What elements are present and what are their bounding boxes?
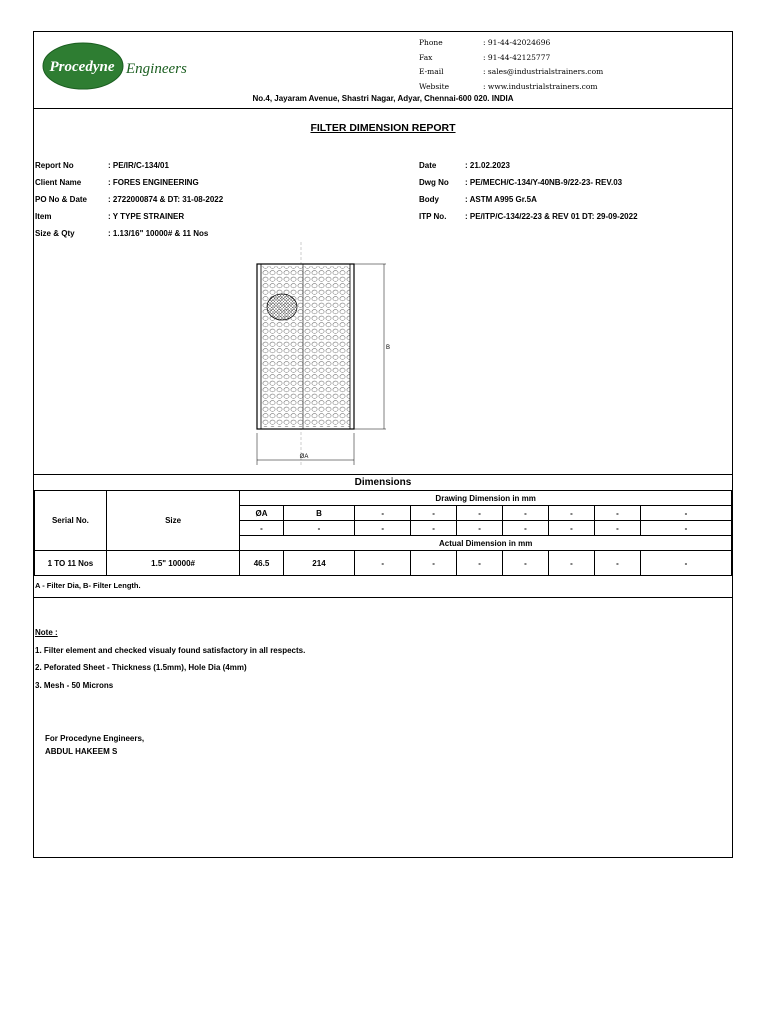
header-divider [34,108,732,109]
contact-block [419,36,603,94]
dimension-value-cell: - [283,521,355,536]
svg-text:Engineers: Engineers [126,61,187,77]
contact-label: Website [419,81,450,91]
info-row [419,208,638,225]
info-value: : Y TYPE STRAINER [108,212,185,221]
info-row [35,225,223,242]
info-label: Report No [35,161,74,170]
contact-value: : 91-44-42125777 [483,52,551,62]
info-value: : 21.02.2023 [465,161,510,170]
info-row [419,157,638,174]
info-value: : 2722000874 & DT: 31-08-2022 [108,195,224,204]
company-address: No.4, Jayaram Avenue, Shastri Nagar, Adyar, Chennai-600 020. INDIA [252,94,514,103]
info-value: : FORES ENGINEERING [108,178,199,187]
contact-value: : www.industrialstrainers.com [483,81,598,91]
dimensions-title: Dimensions [34,474,732,491]
dimension-legend: A - Filter Dia, B- Filter Length. [35,581,141,590]
filter-drawing [234,237,434,467]
info-right [419,157,638,225]
row-size: 1.5" 10000# [106,551,239,576]
info-value: : ASTM A995 Gr.5A [465,195,537,204]
note-item: 1. Filter element and checked visualy found satisfactory in all respects. [35,645,306,655]
actual-value-cell: - [355,551,411,576]
dimension-header-cell: ØA [240,506,283,521]
info-label: Item [35,212,52,221]
info-value: : PE/IR/C-134/01 [108,161,169,170]
note-item: 2. Peforated Sheet - Thickness (1.5mm), Hole Dia (4mm) [35,663,247,672]
actual-value-cell: 46.5 [240,551,283,576]
contact-label: Phone [419,38,443,47]
contact-value: : sales@industrialstrainers.com [483,67,604,76]
contact-value: : 91-44-42024696 [483,38,551,47]
report-frame [33,31,733,858]
dimension-value-cell: - [411,521,457,536]
info-label: PO No & Date [35,195,88,204]
dimension-value-cell: - [503,521,549,536]
info-label: Size & Qty [35,229,75,238]
dimension-header-cell: - [355,506,411,521]
info-row [35,174,223,191]
info-value: : PE/ITP/C-134/22-23 & REV 01 DT: 29-09-2022 [465,212,638,221]
info-row [35,157,223,174]
company-logo [42,40,192,92]
info-label: Body [419,195,439,204]
dimension-value-cell: - [240,521,283,536]
actual-dimension-header: Actual Dimension in mm [240,536,732,551]
actual-value-cell: - [503,551,549,576]
svg-text:Procedyne: Procedyne [49,59,115,75]
contact-row [419,65,603,80]
signature-company: For Procedyne Engineers, [45,734,145,743]
dimension-header-cell: - [594,506,640,521]
info-label: Dwg No [419,178,449,187]
dimension-header-cell: - [503,506,549,521]
info-row [35,208,223,225]
note-item: 3. Mesh - 50 Microns [35,680,114,690]
info-value: : 1.13/16" 10000# & 11 Nos [108,229,209,238]
dimension-value-cell: - [355,521,411,536]
info-row [419,191,638,208]
actual-value-cell: - [411,551,457,576]
actual-value-cell: 214 [283,551,355,576]
dimension-header-cell: - [549,506,595,521]
dimension-header-cell: - [411,506,457,521]
dimension-value-cell: - [549,521,595,536]
dimension-header-cell: B [283,506,355,521]
info-label: Date [419,161,437,170]
report-title: FILTER DIMENSION REPORT [310,122,456,134]
dimension-b-label: B [386,345,391,351]
info-row [419,174,638,191]
legend-divider [34,597,732,598]
actual-value-cell: - [594,551,640,576]
size-header: Size [106,491,239,551]
notes-block [35,624,305,694]
dimension-a-label: ØA [299,454,309,460]
actual-value-cell: - [549,551,595,576]
contact-row [419,36,603,51]
info-left [35,157,223,242]
actual-value-cell: - [640,551,731,576]
dimension-value-cell: - [594,521,640,536]
dimension-value-cell: - [457,521,503,536]
contact-row [419,80,603,95]
info-label: Client Name [35,178,82,187]
dimension-value-cell: - [640,521,731,536]
contact-label: Fax [419,52,433,62]
dimension-header-cell: - [640,506,731,521]
row-serial: 1 TO 11 Nos [35,551,107,576]
signature-name: ABDUL HAKEEM S [45,746,118,756]
info-label: ITP No. [419,212,447,221]
info-row [35,191,223,208]
info-value: : PE/MECH/C-134/Y-40NB-9/22-23- REV.03 [465,178,623,187]
signature-block [45,733,144,758]
drawing-dimension-header: Drawing Dimension in mm [240,491,732,506]
serial-header: Serial No. [35,491,107,551]
contact-row [419,51,603,66]
notes-title: Note : [35,628,58,637]
dimensions-table [34,490,732,576]
contact-label: E-mail [419,67,444,76]
actual-value-cell: - [457,551,503,576]
dimension-header-cell: - [457,506,503,521]
